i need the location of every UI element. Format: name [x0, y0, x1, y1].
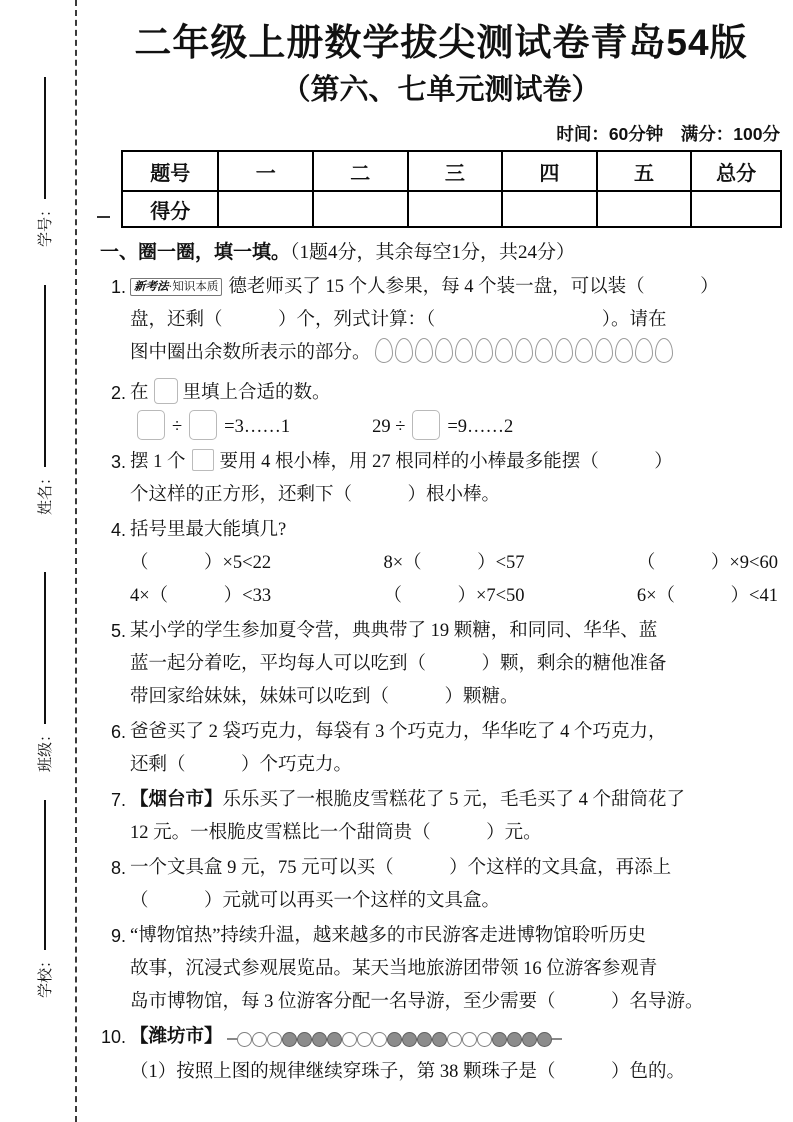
- bead-white: [447, 1032, 462, 1047]
- question-9: [100, 920, 782, 1019]
- question-9-text-3: 岛市博物馆，每 3 位游客分配一名导游，至少需要（ ）名导游。: [130, 992, 704, 1012]
- fill-box: [412, 410, 440, 440]
- q4-expression: 4×（ ）<33: [130, 586, 272, 606]
- question-8-number: 8.: [110, 858, 126, 878]
- question-6-text-1: 爸爸买了 2 袋巧克力，每袋有 3 个巧克力，华华吃了 4 个巧克力，: [130, 722, 667, 742]
- score-table-header-cell: 题号: [122, 151, 218, 191]
- question-3: [100, 446, 782, 512]
- bead-dark: [507, 1032, 522, 1047]
- equation-2-result: =9……2: [447, 417, 514, 437]
- question-7-text-2: 12 元。一根脆皮雪糕比一个甜筒贵（ ）元。: [130, 823, 542, 843]
- q4-expression: （ ）×9<60: [636, 553, 778, 573]
- question-10-sub-1: [130, 1056, 782, 1089]
- question-3-line-1: [130, 446, 782, 479]
- score-empty-cell: [408, 191, 503, 227]
- bead-white: [357, 1032, 372, 1047]
- question-4-intro-text: 括号里最大能填几?: [130, 520, 287, 540]
- bead-string: [227, 1023, 562, 1056]
- bead-white: [342, 1032, 357, 1047]
- question-3-line-2: [130, 479, 782, 512]
- bead-dark: [492, 1032, 507, 1047]
- score-row-label: 得分: [122, 191, 218, 227]
- egg-shape: [555, 338, 573, 363]
- student-id-field: [34, 77, 55, 247]
- divide-sign: ÷: [172, 417, 183, 437]
- score-table-header-cell: 四: [502, 151, 597, 191]
- score-empty-cell: [502, 191, 597, 227]
- egg-shape: [615, 338, 633, 363]
- time-score-info: 时间：60分钟 满分：100分: [556, 124, 780, 144]
- thread-line: [552, 1038, 562, 1040]
- question-4: [100, 514, 782, 613]
- score-empty-cell: [597, 191, 692, 227]
- q4-expression: 6×（ ）<41: [636, 586, 778, 606]
- question-10-number: 10.: [100, 1027, 126, 1047]
- city-tag-yantai: 【烟台市】: [130, 790, 223, 810]
- square-shape-icon: [192, 449, 214, 471]
- class-label: 班级：: [37, 726, 54, 772]
- fill-box: [137, 410, 165, 440]
- badge-part2: ·知识本质: [168, 281, 219, 293]
- question-1-line-1: [130, 271, 782, 304]
- student-id-blank-line: [44, 77, 46, 199]
- question-2: [100, 377, 782, 444]
- equation-1-result: =3……1: [224, 417, 291, 437]
- egg-row: [375, 338, 675, 375]
- bead-white: [372, 1032, 387, 1047]
- score-empty-cell: [218, 191, 313, 227]
- class-field: [34, 572, 55, 772]
- question-1-text-3: 图中圈出余数所表示的部分。: [130, 343, 371, 363]
- bead-dark: [327, 1032, 342, 1047]
- bead-dark: [537, 1032, 552, 1047]
- question-2-line-1: [130, 377, 782, 410]
- bead-dark: [432, 1032, 447, 1047]
- bead-dark: [387, 1032, 402, 1047]
- bead-white: [477, 1032, 492, 1047]
- question-5-text-1: 某小学的学生参加夏令营，典典带了 19 颗糖，和同同、华华、蓝: [130, 621, 658, 641]
- question-4-number: 4.: [110, 520, 126, 540]
- egg-shape: [575, 338, 593, 363]
- new-method-badge: [130, 278, 222, 296]
- main-content: [100, 0, 782, 1089]
- score-table-header-cell: 总分: [691, 151, 781, 191]
- question-4-intro: [130, 514, 782, 547]
- score-empty-cell: [691, 191, 781, 227]
- question-7-text-1: 乐乐买了一根脆皮雪糕花了 5 元，毛毛买了 4 个甜筒花了: [222, 790, 686, 810]
- egg-shape: [515, 338, 533, 363]
- question-9-number: 9.: [110, 926, 126, 946]
- question-2-number: 2.: [110, 383, 126, 403]
- question-7-line-2: [130, 817, 782, 850]
- egg-shape: [655, 338, 673, 363]
- egg-shape: [535, 338, 553, 363]
- question-3-text-pre: 摆 1 个: [130, 452, 186, 472]
- egg-shape: [635, 338, 653, 363]
- question-7-line-1: [130, 784, 782, 817]
- score-table-header-row: [122, 151, 781, 191]
- question-3-text-2: 个这样的正方形，还剩下（ ）根小棒。: [130, 485, 501, 505]
- score-empty-cell: [313, 191, 408, 227]
- question-3-number: 3.: [110, 452, 126, 472]
- bead-white: [237, 1032, 252, 1047]
- q4-expression: （ ）×5<22: [130, 553, 272, 573]
- question-5: [100, 615, 782, 714]
- score-table-header-cell: 一: [218, 151, 313, 191]
- section-one-title: 一、圈一圈，填一填。: [100, 242, 291, 263]
- question-2-equations: [130, 410, 782, 444]
- student-name-label: 姓名：: [37, 469, 54, 515]
- question-9-line-3: [130, 986, 782, 1019]
- question-7: [100, 784, 782, 850]
- question-8-text-1: 一个文具盒 9 元，75 元可以买（ ）个这样的文具盒，再添上: [130, 858, 672, 878]
- question-7-number: 7.: [110, 790, 126, 810]
- question-2-intro-pre: 在: [130, 383, 149, 403]
- score-table-score-row: [122, 191, 781, 227]
- question-5-text-2: 蓝一起分着吃，平均每人可以吃到（ ）颗，剩余的糖他准备: [130, 654, 667, 674]
- question-6-text-2: 还剩（ ）个巧克力。: [130, 755, 353, 775]
- equation-2-left: 29 ÷: [372, 417, 406, 437]
- question-9-text-2: 故事，沉浸式参观展览品。某天当地旅游团带领 16 位游客参观青: [130, 959, 658, 979]
- class-blank-line: [44, 572, 46, 724]
- question-list: [100, 271, 782, 1089]
- question-8-line-1: [130, 852, 782, 885]
- bead-dark: [402, 1032, 417, 1047]
- bead-white: [462, 1032, 477, 1047]
- question-1-text-1: 德老师买了 15 个人参果，每 4 个装一盘，可以装（ ）: [228, 277, 719, 297]
- question-1-text-2: 盘，还剩（ ）个，列式计算：（ ）。请在: [130, 310, 667, 330]
- question-5-number: 5.: [110, 621, 126, 641]
- city-tag-weifang: 【潍坊市】: [130, 1027, 223, 1047]
- question-6-line-1: [130, 716, 782, 749]
- question-6: [100, 716, 782, 782]
- bead-white: [252, 1032, 267, 1047]
- thread-line: [227, 1038, 237, 1040]
- badge-part1: 新考法: [134, 281, 169, 293]
- question-1-line-2: [130, 304, 782, 337]
- score-table-header-cell: 三: [408, 151, 503, 191]
- school-label: 学校：: [37, 952, 54, 998]
- question-5-text-3: 带回家给妹妹，妹妹可以吃到（ ）颗糖。: [130, 687, 519, 707]
- egg-shape: [415, 338, 433, 363]
- student-name-blank-line: [44, 285, 46, 467]
- bead-dark: [297, 1032, 312, 1047]
- question-10-sub-1-text: （1）按照上图的规律继续穿珠子，第 38 颗珠子是（ ）色的。: [130, 1062, 686, 1082]
- question-6-number: 6.: [110, 722, 126, 742]
- question-8-text-2: （ ）元就可以再买一个这样的文具盒。: [130, 891, 501, 911]
- question-1: [100, 271, 782, 375]
- section-one-heading: [100, 237, 782, 269]
- question-3-text-post: 要用 4 根小棒，用 27 根同样的小棒最多能摆（ ）: [219, 452, 673, 472]
- score-table: [121, 150, 782, 228]
- question-2-intro-post: 里填上合适的数。: [182, 383, 331, 403]
- egg-shape: [495, 338, 513, 363]
- egg-shape: [435, 338, 453, 363]
- fill-box: [189, 410, 217, 440]
- bead-dark: [282, 1032, 297, 1047]
- question-8-line-2: [130, 885, 782, 918]
- question-5-line-2: [130, 648, 782, 681]
- question-6-line-2: [130, 749, 782, 782]
- egg-shape: [455, 338, 473, 363]
- question-1-line-3: [130, 337, 782, 375]
- question-8: [100, 852, 782, 918]
- paper-subtitle: （第六、七单元测试卷）: [281, 74, 601, 106]
- question-9-text-1: “博物馆热”持续升温，越来越多的市民游客走进博物馆聆听历史: [130, 926, 646, 946]
- egg-shape: [595, 338, 613, 363]
- score-table-header-cell: 二: [313, 151, 408, 191]
- school-field: [34, 800, 55, 998]
- question-9-line-2: [130, 953, 782, 986]
- score-table-header-cell: 五: [597, 151, 692, 191]
- q4-expression: 8×（ ）<57: [383, 553, 525, 573]
- egg-shape: [395, 338, 413, 363]
- question-5-line-3: [130, 681, 782, 714]
- bead-dark: [417, 1032, 432, 1047]
- question-10: [100, 1021, 782, 1089]
- section-one-points-note: （1题4分，其余每空1分，共24分）: [290, 242, 576, 263]
- bead-white: [267, 1032, 282, 1047]
- egg-shape: [375, 338, 393, 363]
- student-name-field: [34, 285, 55, 515]
- school-blank-line: [44, 800, 46, 950]
- fill-box: [154, 378, 178, 404]
- question-4-row-1: [130, 547, 778, 580]
- q4-expression: （ ）×7<50: [383, 586, 525, 606]
- question-9-line-1: [130, 920, 782, 953]
- bead-dark: [312, 1032, 327, 1047]
- question-10-line-1: [130, 1021, 782, 1056]
- egg-shape: [475, 338, 493, 363]
- question-5-line-1: [130, 615, 782, 648]
- question-4-row-2: [130, 580, 778, 613]
- bead-dark: [522, 1032, 537, 1047]
- paper-title: 二年级上册数学拔尖测试卷青岛54版: [134, 22, 748, 63]
- binding-dashed-line: [75, 0, 77, 1122]
- question-1-number: 1.: [110, 277, 126, 297]
- student-id-label: 学号：: [37, 201, 54, 247]
